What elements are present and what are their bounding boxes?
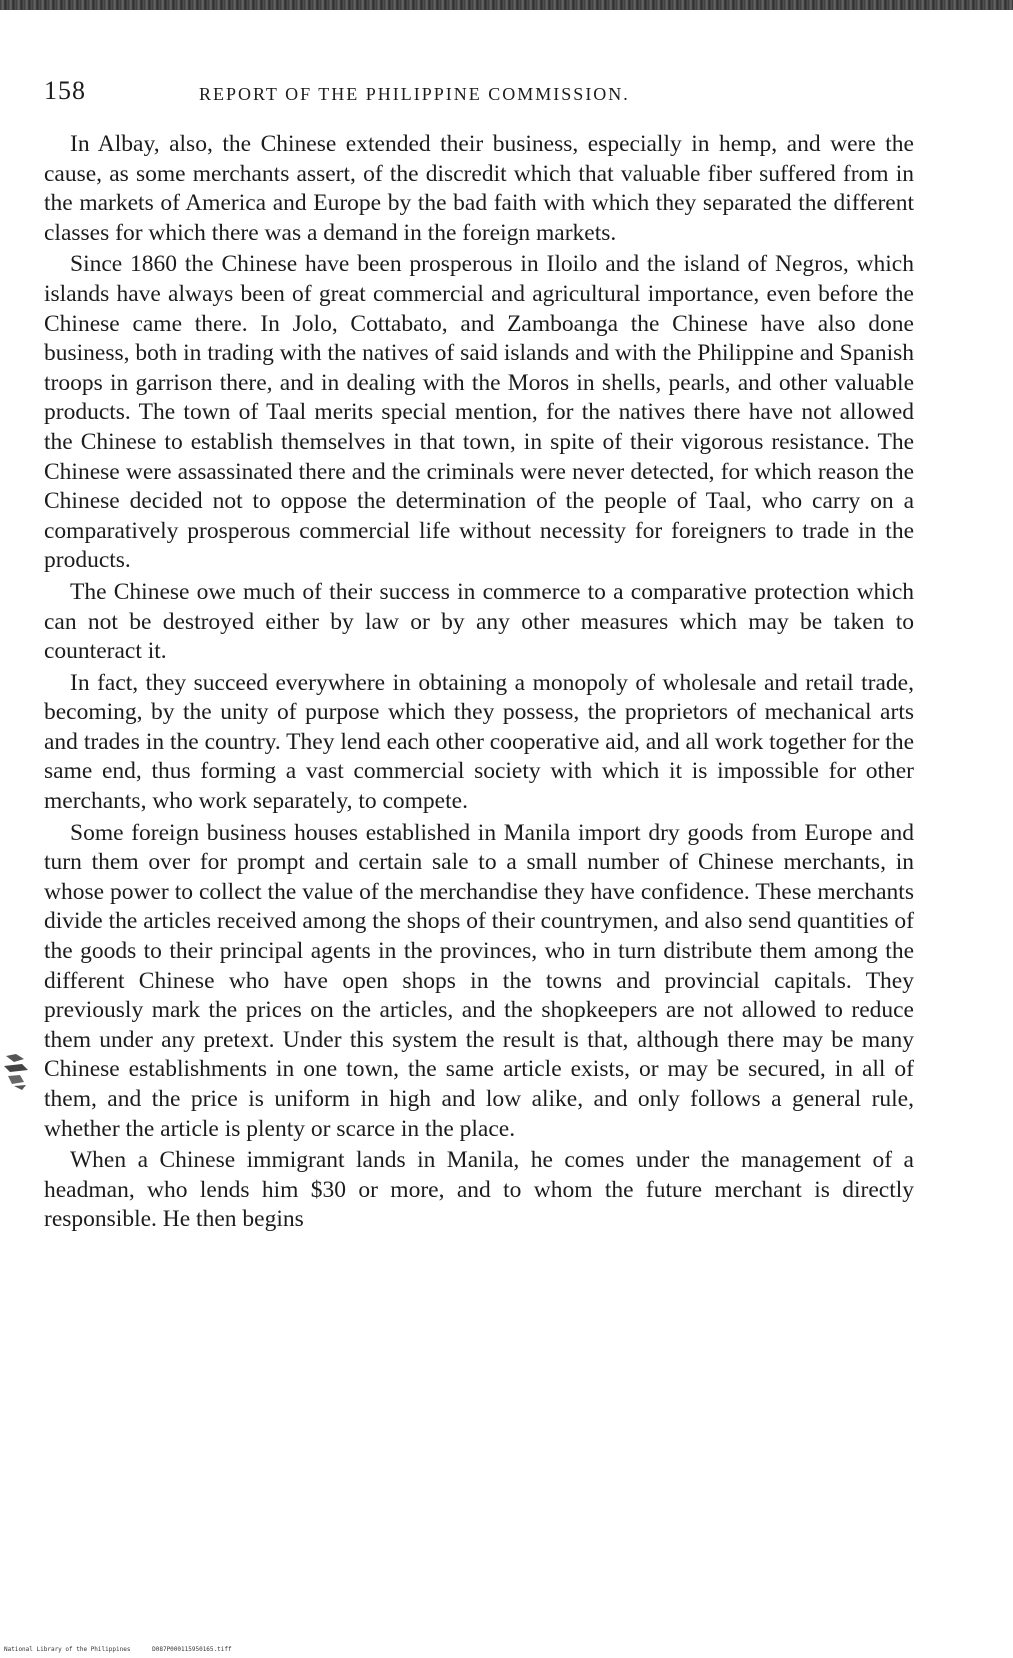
footer-source: National Library of the Philippines (4, 1646, 131, 1653)
paragraph: In Albay, also, the Chinese extended their business, especially in hemp, and were the cause, as some merchants assert, of the discredit which that valuable fiber suffered from in the markets of America and Europe by the bad faith with which they separated the different classes for which there was a demand in the foreign markets. (44, 131, 914, 246)
paragraph: Since 1860 the Chinese have been prosperous in Iloilo and the island of Negros, which islands have always been of great commercial and agricultural importance, even before the Chinese came there. In Jolo, Cottabato, and Zamboanga the Chinese have also done business, both in trading with the natives of said islands and with the Philippine and Spanish troops in garrison there, and in dealing with the Moros in shells, pearls, and other valuable products. The town of Taal merits special mention, for the natives there have not allowed the Chinese to establish themselves in that town, in spite of their vigorous resistance. The Chinese were assassinated there and the criminals were never detected, for which reason the Chinese decided not to oppose the determination of the people of Taal, who carry on a comparatively prosperous commercial life without necessity for foreigners to trade in the products. (44, 251, 914, 574)
running-title: REPORT OF THE PHILIPPINE COMMISSION. (199, 84, 630, 104)
footer-file: D087P000115950165.tiff (152, 1646, 232, 1653)
paragraph: Some foreign business houses established in Manila import dry goods from Europe and turn them over for prompt and certain sale to a small number of Chinese merchants, in whose power to collect the value of the merchandise they have confidence. These merchants divide the articles received among the shops of their countrymen, and also send quantities of the goods to their principal agents in the provinces, who in turn distribute them among the different Chinese who have open shops in the towns and provincial capitals. They previously mark the prices on the articles, and the shopkeepers are not allowed to reduce them under any pretext. Under this system the result is that, although there may be many Chinese establishments in one town, the same article exists, or may be secured, in all of them, and the price is uniform in high and low alike, and only follows a general rule, whether the article is plenty or scarce in the place. (44, 819, 914, 1142)
scan-footer (4, 1646, 232, 1653)
body-text (44, 130, 914, 1235)
scan-border (0, 0, 1013, 10)
paragraph: The Chinese owe much of their success in commerce to a comparative protection which can not be destroyed either by law or by any other measures which may be taken to counteract it. (44, 578, 914, 665)
smudge-graphic (2, 1050, 32, 1092)
document-page (44, 70, 914, 1237)
margin-smudge (2, 1050, 32, 1092)
running-header (44, 70, 914, 114)
paragraph: In fact, they succeed everywhere in obtaining a monopoly of wholesale and retail trade, becoming, by the unity of purpose which they possess, the proprietors of mechanical arts and trades in the country. They lend each other cooperative aid, and all work together for the same end, thus forming a vast commercial society with which it is impossible for other merchants, who work separately, to compete. (44, 669, 914, 815)
paragraph: When a Chinese immigrant lands in Manila, he comes under the management of a headman, who lends him $30 or more, and to whom the future merchant is directly responsible. He then begins (44, 1147, 914, 1233)
page-number: 158 (44, 76, 86, 105)
